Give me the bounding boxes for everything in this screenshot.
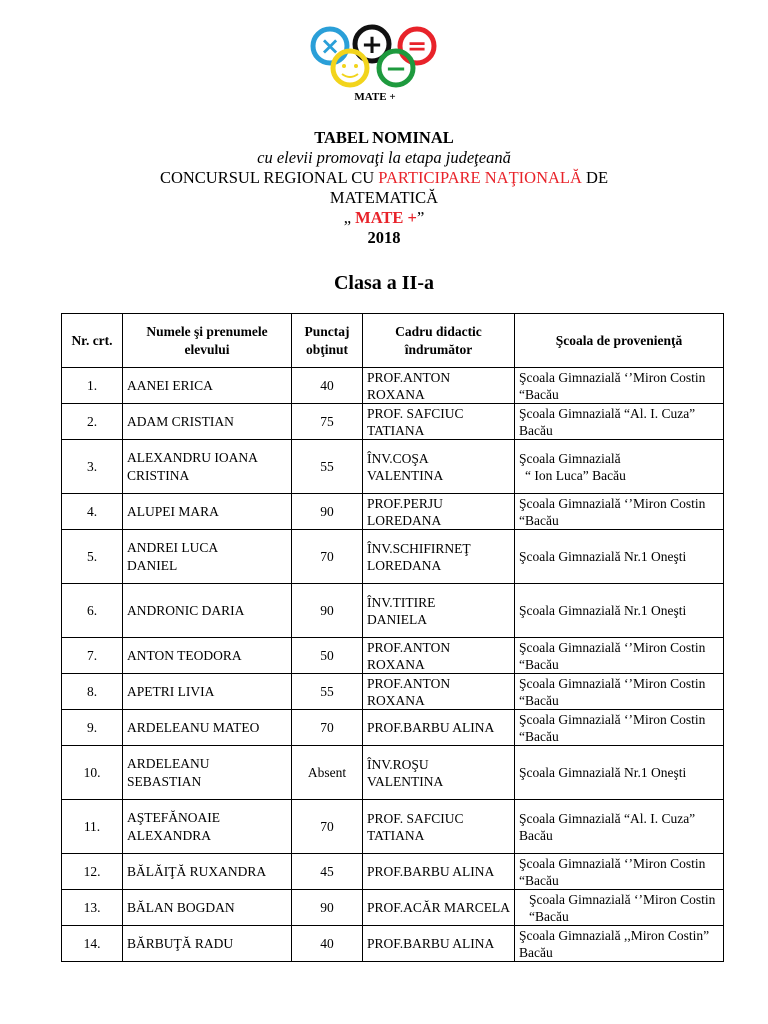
mate-plus-logo [300, 24, 450, 104]
table-header-row [62, 314, 724, 368]
results-table [61, 313, 724, 962]
header-nr: Nr. crt. [62, 314, 123, 368]
table-row: 5. ANDREI LUCA DANIEL 70 ÎNV.SCHIFIRNEŢ LOREDANA Şcoala Gimnazială Nr.1 Oneşti [62, 530, 724, 584]
table-row: 7. ANTON TEODORA 50 PROF.ANTON ROXANA Şcoala Gimnazială ‘’Miron Costin “Bacău [62, 638, 724, 674]
table-row: 14. BĂRBUŢĂ RADU 40 PROF.BARBU ALINA Şcoala Gimnazială ,,Miron Costin” Bacău [62, 926, 724, 962]
table-row: 11. AŞTEFĂNOAIE ALEXANDRA 70 PROF. SAFCIUC TATIANA Şcoala Gimnazială “Al. I. Cuza” Bacău [62, 800, 724, 854]
logo-plus-symbol: + [361, 30, 383, 60]
table-row: 10. ARDELEANU SEBASTIAN Absent ÎNV.ROŞU VALENTINA Şcoala Gimnazială Nr.1 Oneşti [62, 746, 724, 800]
table-row: 12. BĂLĂIŢĂ RUXANDRA 45 PROF.BARBU ALINA Şcoala Gimnazială ‘’Miron Costin “Bacău [62, 854, 724, 890]
document-title: TABEL NOMINAL [314, 128, 454, 147]
table-row: 6. ANDRONIC DARIA 90 ÎNV.TITIRE DANIELA Şcoala Gimnazială Nr.1 Oneşti [62, 584, 724, 638]
contest-name-line: CONCURSUL REGIONAL CU PARTICIPARE NAŢIONALĂ DE [159, 168, 609, 187]
logo-caption: MATE + [354, 91, 396, 103]
table-row: 3. ALEXANDRU IOANA CRISTINA 55 ÎNV.COŞA VALENTINA Şcoala Gimnazială “ Ion Luca” Bacău [62, 440, 724, 494]
table-row: 8. APETRI LIVIA 55 PROF.ANTON ROXANA Şcoala Gimnazială ‘’Miron Costin “Bacău [62, 674, 724, 710]
contest-brand: „ MATE +” [343, 208, 425, 227]
table-row: 1. AANEI ERICA 40 PROF.ANTON ROXANA Şcoala Gimnazială ‘’Miron Costin “Bacău [62, 368, 724, 404]
class-title: Clasa a II-a [333, 272, 434, 294]
contest-subject: MATEMATICĂ [329, 188, 439, 207]
header-school: Şcoala de provenienţă [515, 314, 724, 368]
table-row: 13. BĂLAN BOGDAN 90 PROF.ACĂR MARCELA Şcoala Gimnazială ‘’Miron Costin “Bacău [62, 890, 724, 926]
logo-minus-symbol: − [385, 54, 407, 84]
table-row: 9. ARDELEANU MATEO 70 PROF.BARBU ALINA Şcoala Gimnazială ‘’Miron Costin “Bacău [62, 710, 724, 746]
header-points: Punctaj obţinut [292, 314, 363, 368]
document-header [0, 128, 768, 248]
table-row: 4. ALUPEI MARA 90 PROF.PERJU LOREDANA Şcoala Gimnazială ‘’Miron Costin “Bacău [62, 494, 724, 530]
header-name: Numele şi prenumele elevului [123, 314, 292, 368]
document-subtitle: cu elevii promovaţi la etapa judeţeană [257, 148, 511, 167]
header-teacher: Cadru didactic îndrumător [363, 314, 515, 368]
contest-year: 2018 [367, 228, 401, 247]
logo-equals-symbol: = [406, 32, 428, 60]
logo-times-symbol: × [319, 32, 341, 60]
table-row: 2. ADAM CRISTIAN 75 PROF. SAFCIUC TATIANA Şcoala Gimnazială “Al. I. Cuza” Bacău [62, 404, 724, 440]
